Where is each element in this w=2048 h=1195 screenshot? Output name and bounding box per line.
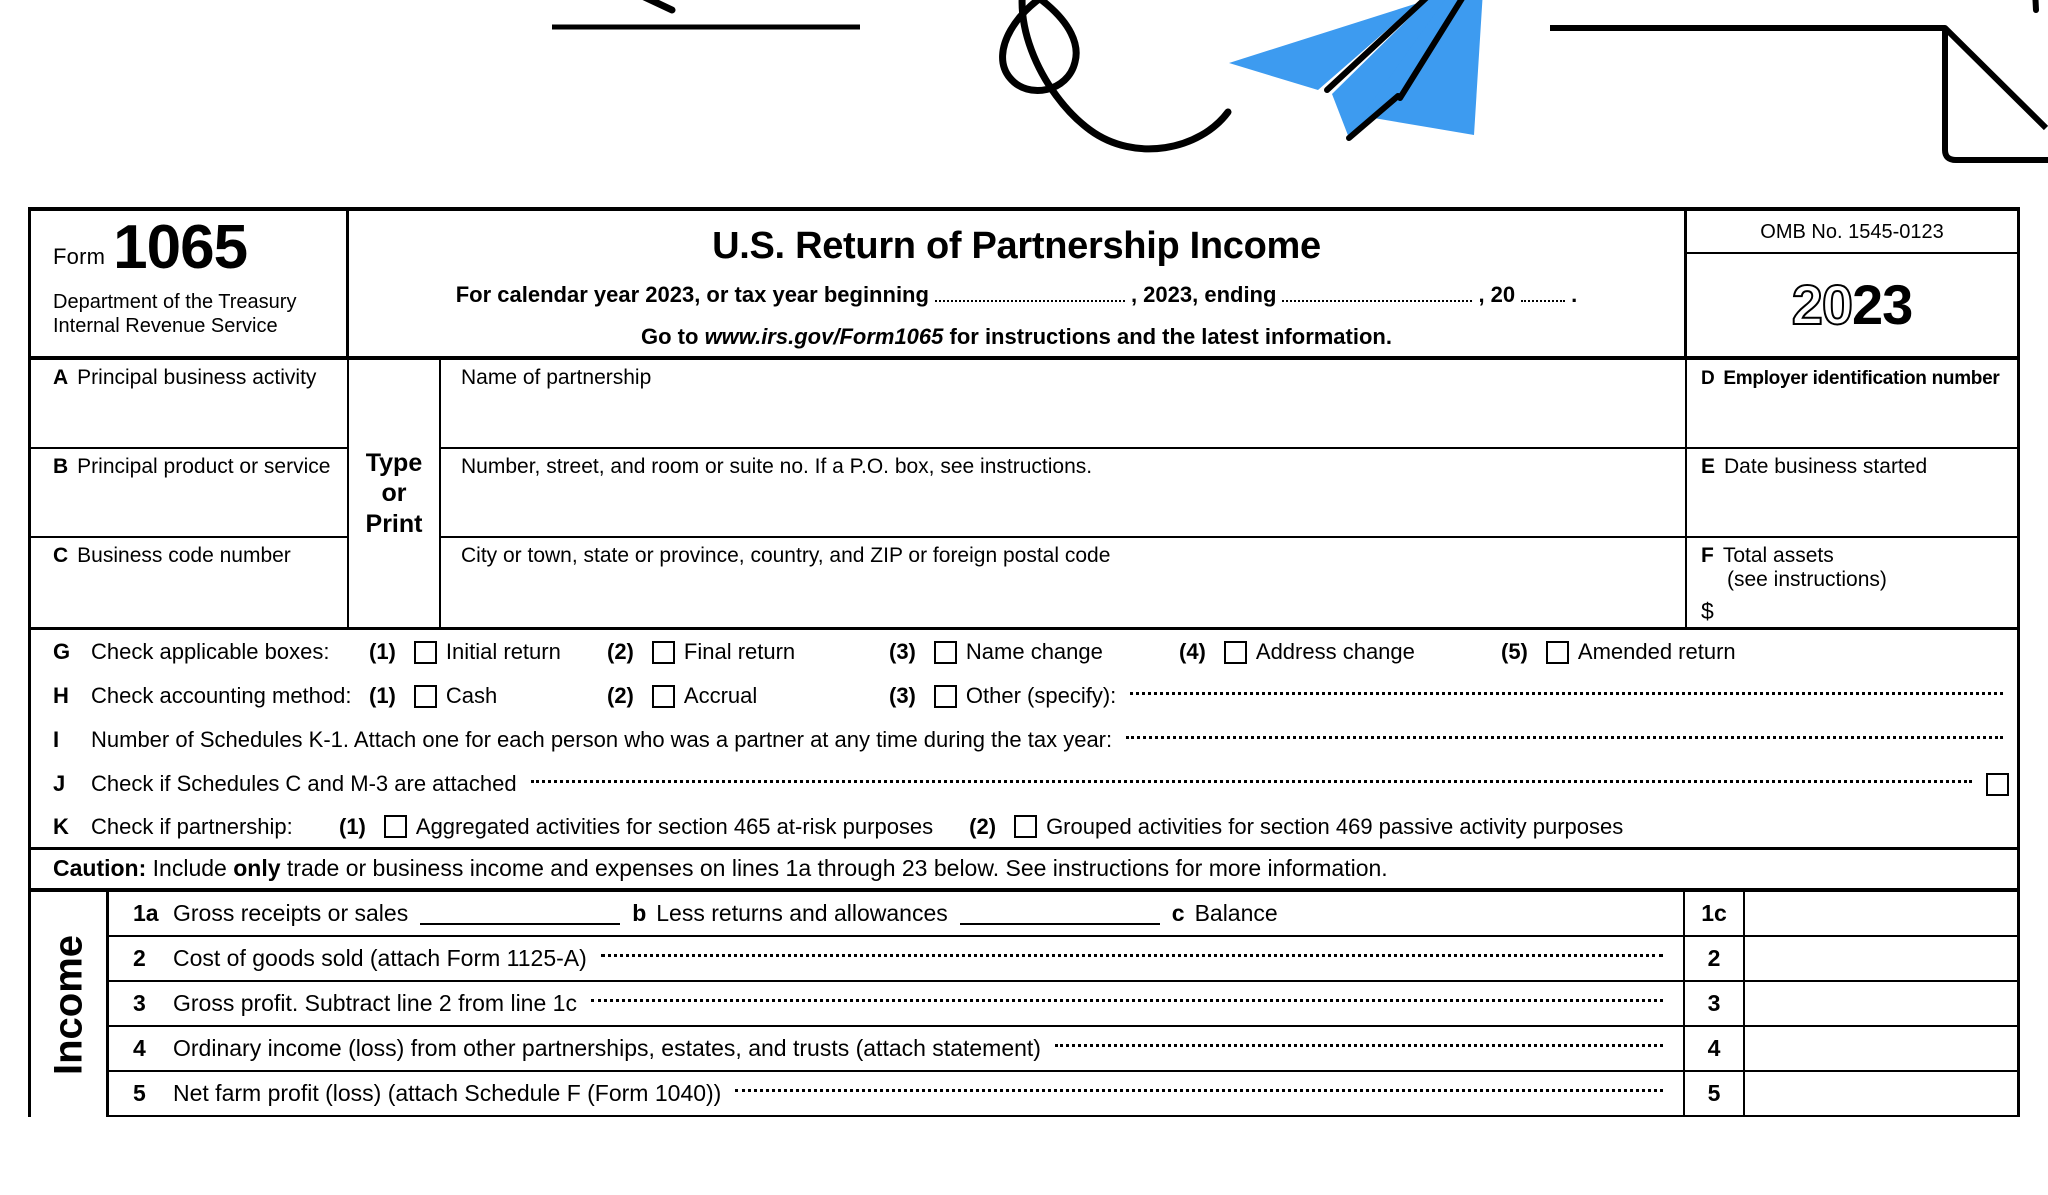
tax-year-line	[353, 280, 1680, 308]
leader-dots-3	[591, 999, 1663, 1002]
irs-form-1065	[28, 207, 2020, 1117]
label-gross-profit: Gross profit. Subtract line 2 from line 1c	[173, 990, 577, 1016]
checkbox-address-change[interactable]	[1224, 641, 1247, 664]
label-ordinary-income-other-partnerships: Ordinary income (loss) from other partnerships, estates, and trusts (attach statement)	[173, 1035, 1041, 1061]
leader-dots-2	[601, 954, 1663, 957]
line-number-5: 5	[133, 1080, 146, 1106]
option-grouped-activities[interactable]	[969, 814, 1623, 840]
agency-line-2: Internal Revenue Service	[53, 315, 278, 338]
option-other-method[interactable]	[889, 683, 1116, 709]
label-principal-business-activity: Principal business activity	[77, 366, 317, 389]
income-line-2	[109, 937, 2017, 982]
option-number-h2: (2)	[607, 683, 634, 708]
agency-name	[53, 290, 336, 339]
field-letter-c: C	[53, 544, 69, 567]
line-g-applicable-boxes	[31, 630, 2017, 674]
label-balance: Balance	[1194, 900, 1278, 926]
line-code-2: 2	[1683, 937, 1745, 980]
calendar-suffix-label: , 20	[1478, 282, 1516, 307]
label-initial-return: Initial return	[445, 639, 561, 664]
label-business-code-number: Business code number	[77, 544, 291, 567]
year-decade-digits: 23	[1852, 273, 1913, 336]
header-illustration	[0, 0, 2048, 200]
omb-number: OMB No. 1545-0123	[1687, 211, 2017, 254]
leader-dots-4	[1055, 1044, 1663, 1047]
amount-input-3[interactable]	[1745, 982, 2017, 1025]
line-k-partnership-elections	[31, 806, 2017, 850]
type-or-print-line-1: Type	[365, 448, 423, 477]
line-h-accounting-method	[31, 674, 2017, 718]
type-or-print-line-3: Print	[365, 509, 423, 538]
label-grouped-activities: Grouped activities for section 469 passive activity purposes	[1046, 813, 1624, 839]
line-j-leader-dots	[531, 780, 1972, 783]
option-final-return[interactable]	[607, 639, 889, 665]
masthead-form-identity	[31, 211, 349, 356]
label-cost-of-goods-sold: Cost of goods sold (attach Form 1125-A)	[173, 945, 587, 971]
irs-url-link[interactable]: www.irs.gov/Form1065	[704, 324, 944, 349]
income-lines	[109, 892, 2017, 1117]
line-letter-k: K	[53, 813, 69, 839]
field-partnership-name[interactable]	[441, 360, 1685, 449]
option-number-h1: (1)	[369, 683, 396, 708]
income-line-4	[109, 1027, 2017, 1072]
goto-suffix-label: for instructions and the latest information.	[943, 324, 1392, 349]
label-less-returns-allowances: Less returns and allowances	[656, 900, 948, 926]
type-or-print-instruction	[349, 360, 441, 627]
option-number-h3: (3)	[889, 683, 916, 708]
label-amended-return: Amended return	[1577, 639, 1736, 664]
option-number-g2: (2)	[607, 639, 634, 664]
schedules-k1-count-input[interactable]	[1126, 736, 2003, 739]
label-name-change: Name change	[965, 639, 1103, 664]
label-final-return: Final return	[683, 639, 796, 664]
entity-left-column	[31, 360, 349, 627]
field-city-state-zip[interactable]	[441, 538, 1685, 627]
caution-lead-label: Caution:	[53, 855, 147, 881]
line-letter-1c: c	[1171, 900, 1185, 926]
label-check-applicable-boxes: Check applicable boxes:	[91, 639, 330, 664]
option-number-g3: (3)	[889, 639, 916, 664]
field-principal-product-or-service[interactable]	[31, 449, 347, 538]
other-method-specify-input[interactable]	[1130, 692, 2003, 695]
less-returns-allowances-input[interactable]	[960, 902, 1160, 925]
checkbox-final-return[interactable]	[652, 641, 675, 664]
type-or-print-line-2: or	[381, 479, 407, 508]
total-assets-dollar-sign: $	[1701, 598, 1714, 624]
form-masthead	[31, 211, 2017, 360]
caution-text-b: trade or business income and expenses on lines 1a through 23 below. See instructions for more information.	[280, 855, 1388, 881]
option-accrual-method[interactable]	[607, 683, 889, 709]
checkbox-grouped-activities[interactable]	[1014, 815, 1037, 838]
field-date-business-started[interactable]	[1687, 449, 2017, 538]
checkbox-amended-return[interactable]	[1546, 641, 1569, 664]
income-section	[31, 892, 2017, 1117]
option-initial-return[interactable]	[369, 639, 607, 665]
masthead-title-block	[349, 211, 1687, 356]
amount-input-1c[interactable]	[1745, 892, 2017, 935]
field-street-address[interactable]	[441, 449, 1685, 538]
line-number-1a: 1a	[133, 900, 159, 926]
label-gross-receipts: Gross receipts or sales	[173, 900, 409, 926]
swirl-trail-icon	[958, 0, 1228, 149]
form-word-label: Form	[53, 243, 106, 269]
label-net-farm-profit: Net farm profit (loss) (attach Schedule F (Form 1040))	[173, 1080, 722, 1106]
amount-input-5[interactable]	[1745, 1072, 2017, 1115]
line-code-1c: 1c	[1683, 892, 1745, 935]
entity-right-column	[1687, 360, 2017, 627]
caution-text-a: Include	[146, 855, 234, 881]
field-employer-identification-number[interactable]	[1687, 360, 2017, 449]
income-line-1a	[109, 892, 2017, 937]
tax-year-begin-input[interactable]	[935, 280, 1125, 302]
label-other-method: Other (specify):	[965, 683, 1117, 708]
hero-svg	[0, 0, 2048, 200]
goto-prefix-label: Go to	[641, 324, 705, 349]
line-j-schedules-c-m3	[31, 762, 2017, 806]
gross-receipts-input[interactable]	[420, 902, 620, 925]
field-letter-b: B	[53, 455, 69, 478]
tax-year-badge	[1687, 254, 2017, 356]
amount-input-2[interactable]	[1745, 937, 2017, 980]
checkbox-name-change[interactable]	[934, 641, 957, 664]
calendar-prefix-label: For calendar year 2023, or tax year beginning	[455, 282, 929, 307]
line-code-4: 4	[1683, 1027, 1745, 1070]
document-folded-corner-icon	[1550, 0, 2048, 160]
label-street-address: Number, street, and room or suite no. If a P.O. box, see instructions.	[461, 455, 1093, 478]
option-number-g1: (1)	[369, 639, 396, 664]
checkbox-schedules-c-m3[interactable]	[1986, 773, 2009, 796]
label-address-change: Address change	[1255, 639, 1415, 664]
leader-dots-5	[735, 1089, 1663, 1092]
entity-information-block	[31, 360, 2017, 630]
amount-input-4[interactable]	[1745, 1027, 2017, 1070]
calendar-mid-label: , 2023, ending	[1130, 282, 1277, 307]
label-total-assets-note: (see instructions)	[1727, 568, 1887, 591]
income-section-tab	[31, 892, 109, 1117]
field-letter-e: E	[1701, 455, 1716, 478]
option-cash-method[interactable]	[369, 683, 607, 709]
field-letter-d: D	[1701, 368, 1715, 389]
line-letter-g: G	[53, 639, 71, 664]
label-check-accounting-method: Check accounting method:	[91, 683, 352, 708]
checkbox-other-method[interactable]	[934, 685, 957, 708]
label-partnership-name: Name of partnership	[461, 366, 652, 389]
option-number-k1: (1)	[339, 813, 366, 839]
form-number: 1065	[113, 213, 248, 282]
label-check-if-partnership: Check if partnership:	[91, 813, 293, 839]
tax-year-end-input[interactable]	[1282, 280, 1472, 302]
checkbox-lines-block	[31, 630, 2017, 892]
option-address-change[interactable]	[1179, 639, 1501, 665]
income-line-5	[109, 1072, 2017, 1117]
line-number-3: 3	[133, 990, 146, 1016]
line-number-2: 2	[133, 945, 146, 971]
masthead-omb-block	[1687, 211, 2017, 356]
income-line-3	[109, 982, 2017, 1027]
line-letter-h: H	[53, 683, 69, 708]
option-number-g5: (5)	[1501, 639, 1528, 664]
field-total-assets[interactable]	[1687, 538, 2017, 627]
document-lines-icon	[552, 0, 860, 27]
label-date-business-started: Date business started	[1724, 455, 1928, 478]
label-employer-identification-number: Employer identification number	[1723, 368, 2000, 389]
checkbox-accrual-method[interactable]	[652, 685, 675, 708]
field-letter-f: F	[1701, 544, 1714, 567]
line-code-3: 3	[1683, 982, 1745, 1025]
paper-airplane-icon	[1229, 0, 1491, 138]
label-city-state-zip: City or town, state or province, country, and ZIP or foreign postal code	[461, 544, 1111, 567]
label-total-assets: Total assets	[1722, 544, 1834, 567]
checkbox-initial-return[interactable]	[414, 641, 437, 664]
field-principal-business-activity[interactable]	[31, 360, 347, 449]
label-accrual-method: Accrual	[683, 683, 758, 708]
income-section-label: Income	[46, 934, 90, 1075]
form-title: U.S. Return of Partnership Income	[712, 225, 1321, 267]
checkbox-cash-method[interactable]	[414, 685, 437, 708]
agency-line-1: Department of the Treasury	[53, 290, 297, 313]
option-number-g4: (4)	[1179, 639, 1206, 664]
line-letter-1b: b	[632, 900, 647, 926]
year-century-digits: 20	[1791, 273, 1852, 336]
option-name-change[interactable]	[889, 639, 1179, 665]
calendar-period-label: .	[1571, 282, 1578, 307]
option-number-k2: (2)	[969, 813, 997, 839]
caution-only-emphasis: only	[233, 855, 281, 881]
label-aggregated-activities: Aggregated activities for section 465 at-risk purposes	[415, 813, 934, 839]
line-letter-i: I	[53, 727, 60, 752]
field-letter-a: A	[53, 366, 69, 389]
line-letter-j: J	[53, 771, 66, 796]
line-i-schedules-k1	[31, 718, 2017, 762]
option-amended-return[interactable]	[1501, 639, 1736, 665]
label-schedules-k1-count: Number of Schedules K-1. Attach one for each person who was a partner at any time during the tax year:	[91, 727, 1113, 752]
label-cash-method: Cash	[445, 683, 498, 708]
label-principal-product-or-service: Principal product or service	[77, 455, 331, 478]
instructions-link-line	[353, 324, 1680, 350]
option-aggregated-activities[interactable]	[339, 814, 933, 840]
line-code-5: 5	[1683, 1072, 1745, 1115]
entity-address-column	[441, 360, 1687, 627]
label-schedules-c-m3: Check if Schedules C and M-3 are attached	[91, 771, 517, 796]
field-business-code-number[interactable]	[31, 538, 347, 627]
checkbox-aggregated-activities[interactable]	[384, 815, 407, 838]
caution-note	[31, 850, 2017, 892]
line-number-4: 4	[133, 1035, 146, 1061]
tax-year-end-yy-input[interactable]	[1521, 280, 1565, 302]
